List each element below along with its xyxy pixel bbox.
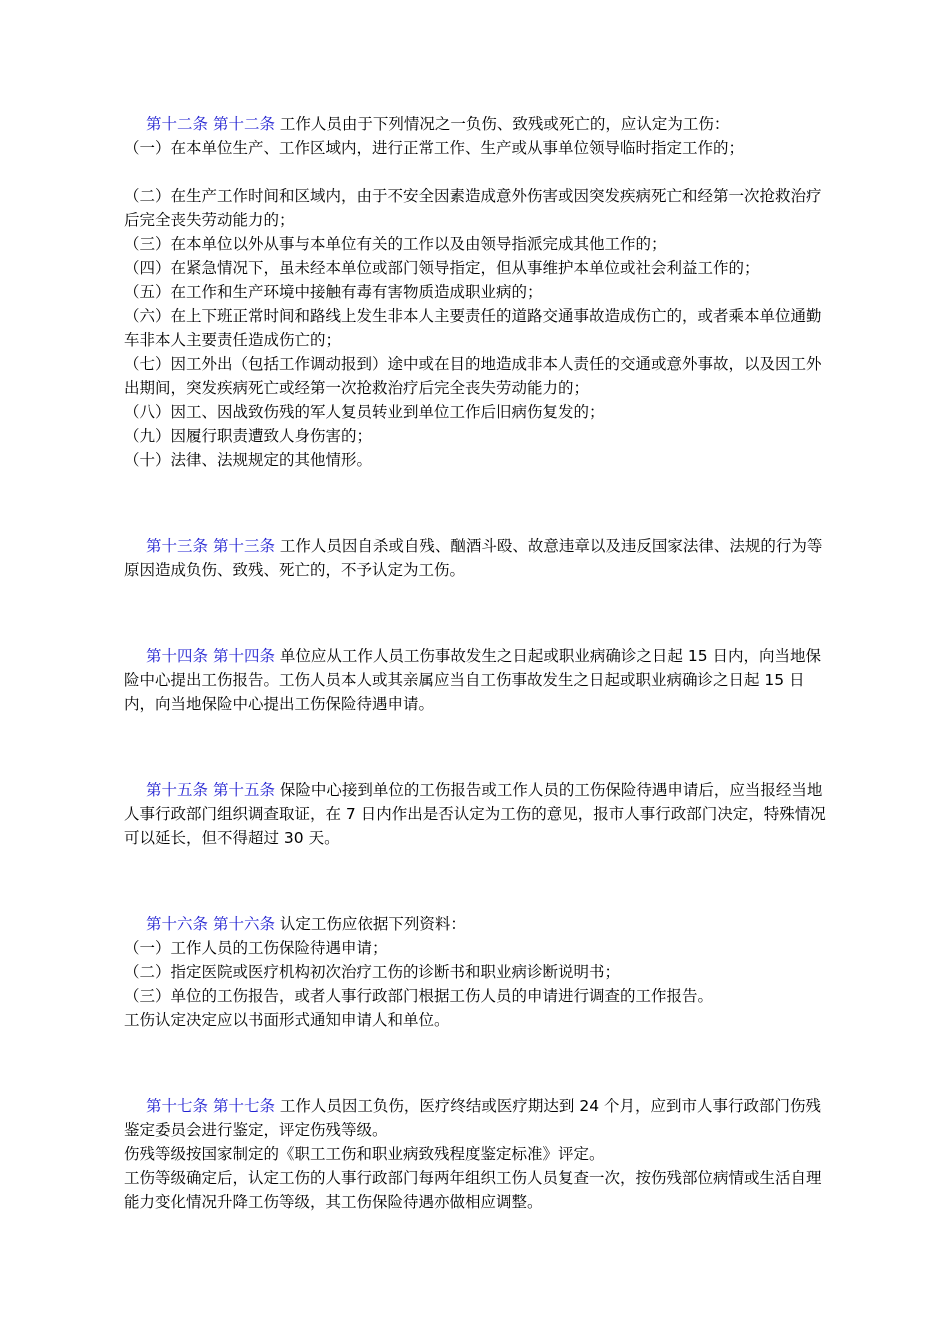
blank-line <box>124 160 834 184</box>
article-number: 第十四条 <box>212 647 275 665</box>
spacer <box>124 472 834 534</box>
list-item: （五）在工作和生产环境中接触有毒有害物质造成职业病的； <box>124 283 543 301</box>
spacer <box>124 716 834 778</box>
spacer <box>124 582 834 644</box>
article-text: 工作人员因工负伤，医疗终结或医疗期达到 24 个月，应到市人事行政部门伤残鉴定委员会进行鉴定，评定伤残等级。 <box>124 1097 821 1139</box>
article-number: 第十五条 <box>212 781 275 799</box>
article-number: 第十五条 <box>146 781 209 799</box>
list-item: （一）在本单位生产、工作区域内，进行正常工作、生产或从事单位领导临时指定工作的； <box>124 139 745 157</box>
article-number: 第十六条 <box>212 915 275 933</box>
article-12 <box>124 112 834 472</box>
article-17 <box>124 1094 834 1214</box>
list-item: （七）因工外出（包括工作调动报到）途中或在目的地造成非本人责任的交通或意外事故，以及因工外出期间，突发疾病死亡或经第一次抢救治疗后完全丧失劳动能力的； <box>124 355 822 397</box>
document-body <box>124 112 834 1214</box>
article-lead <box>124 1094 834 1142</box>
paragraph: 工伤认定决定应以书面形式通知申请人和单位。 <box>124 1011 450 1029</box>
article-number: 第十二条 <box>212 115 275 133</box>
list-item: （三）单位的工伤报告，或者人事行政部门根据工伤人员的申请进行调查的工作报告。 <box>124 987 714 1005</box>
article-number: 第十三条 <box>146 537 209 555</box>
article-16 <box>124 912 834 1032</box>
list-item: （八）因工、因战致伤残的军人复员转业到单位工作后旧病伤复发的； <box>124 403 605 421</box>
article-lead <box>124 112 834 136</box>
spacer <box>124 1032 834 1094</box>
article-number: 第十二条 <box>146 115 209 133</box>
article-text: 保险中心接到单位的工伤报告或工作人员的工伤保险待遇申请后，应当报经当地人事行政部门组织调查取证，在 7 日内作出是否认定为工伤的意见，报市人事行政部门决定，特殊情况可以延长，但不得超过 30 天。 <box>124 781 826 847</box>
list-item: （二）指定医院或医疗机构初次治疗工伤的诊断书和职业病诊断说明书； <box>124 963 621 981</box>
list-item: （二）在生产工作时间和区域内，由于不安全因素造成意外伤害或因突发疾病死亡和经第一次抢救治疗后完全丧失劳动能力的； <box>124 187 822 229</box>
article-number: 第十四条 <box>146 647 209 665</box>
article-13 <box>124 534 834 582</box>
article-lead <box>124 912 834 936</box>
article-number: 第十三条 <box>212 537 275 555</box>
list-item: （六）在上下班正常时间和路线上发生非本人主要责任的道路交通事故造成伤亡的，或者乘本单位通勤车非本人主要责任造成伤亡的； <box>124 307 822 349</box>
article-14 <box>124 644 834 716</box>
article-text: 工作人员由于下列情况之一负伤、致残或死亡的，应认定为工伤： <box>279 115 730 133</box>
article-number: 第十七条 <box>212 1097 275 1115</box>
list-item: （一）工作人员的工伤保险待遇申请； <box>124 939 388 957</box>
paragraph: 工伤等级确定后，认定工伤的人事行政部门每两年组织工伤人员复查一次，按伤残部位病情或生活自理能力变化情况升降工伤等级，其工伤保险待遇亦做相应调整。 <box>124 1169 822 1211</box>
article-lead <box>124 534 834 582</box>
list-item: （九）因履行职责遭致人身伤害的； <box>124 427 373 445</box>
article-text: 认定工伤应依据下列资料： <box>279 915 466 933</box>
spacer <box>124 850 834 912</box>
article-text: 工作人员因自杀或自残、酗酒斗殴、故意违章以及违反国家法律、法规的行为等原因造成负伤、致残、死亡的，不予认定为工伤。 <box>124 537 823 579</box>
article-lead <box>124 778 834 850</box>
article-text: 单位应从工作人员工伤事故发生之日起或职业病确诊之日起 15 日内，向当地保险中心提出工伤报告。工伤人员本人或其亲属应当自工伤事故发生之日起或职业病确诊之日起 15 日内，向当地保险中心提出工伤保险待遇申请。 <box>124 647 821 713</box>
article-number: 第十七条 <box>146 1097 209 1115</box>
list-item: （四）在紧急情况下，虽未经本单位或部门领导指定，但从事维护本单位或社会利益工作的； <box>124 259 760 277</box>
article-15 <box>124 778 834 850</box>
list-item: （三）在本单位以外从事与本单位有关的工作以及由领导指派完成其他工作的； <box>124 235 667 253</box>
article-number: 第十六条 <box>146 915 209 933</box>
paragraph: 伤残等级按国家制定的《职工工伤和职业病致残程度鉴定标准》评定。 <box>124 1145 605 1163</box>
article-lead <box>124 644 834 716</box>
list-item: （十）法律、法规规定的其他情形。 <box>124 451 373 469</box>
